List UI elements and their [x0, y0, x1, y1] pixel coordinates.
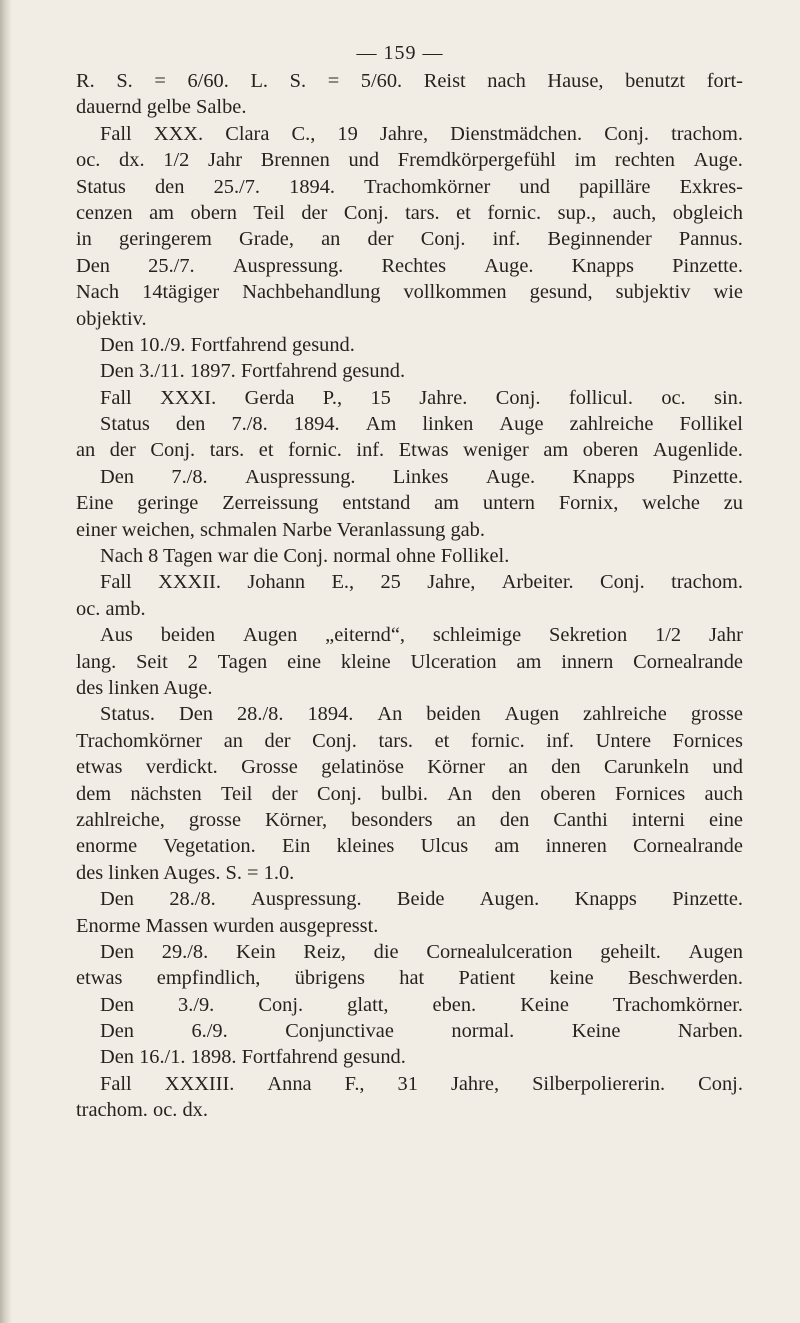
word: Canthi — [553, 808, 608, 831]
word: Den — [100, 888, 134, 911]
text-line: oc. amb. — [76, 597, 146, 620]
word: Den — [178, 703, 213, 726]
word: Beginnender — [547, 228, 652, 251]
text-line: trachom. oc. dx. — [76, 1099, 208, 1122]
word: Anna — [267, 1072, 312, 1095]
word: An — [377, 703, 403, 726]
word: 25 — [380, 571, 401, 594]
word: Carunkeln — [603, 756, 689, 779]
word: an — [76, 439, 96, 462]
word: nach — [487, 70, 526, 92]
word: etwas — [76, 756, 123, 779]
word: Keine — [520, 993, 569, 1016]
word: Rechtes — [381, 254, 447, 277]
word: 28./8. — [236, 703, 284, 726]
text-line — [76, 200, 743, 226]
word: Auspressung. — [232, 254, 344, 277]
word: Fremdkörpergefühl — [397, 149, 556, 172]
word: lang. — [76, 650, 117, 673]
word: et — [434, 729, 450, 752]
word: Beschwerden. — [628, 967, 743, 990]
text-line — [76, 807, 743, 833]
word: L. — [250, 70, 269, 92]
word: Körner — [427, 756, 486, 779]
word: grosse — [188, 808, 241, 831]
word: beiden — [160, 624, 216, 647]
word: Conj. — [420, 228, 466, 251]
word: Hause, — [547, 70, 604, 92]
word: Auge — [499, 413, 544, 436]
word: am — [494, 835, 520, 858]
word: Status — [100, 413, 150, 436]
word: Cornealulceration — [426, 940, 573, 963]
word: am — [516, 650, 542, 673]
word: dem — [76, 782, 112, 805]
word: wie — [713, 281, 743, 304]
text-line — [76, 490, 743, 516]
word: Zerreissung — [222, 492, 319, 515]
word: Fall — [100, 122, 132, 145]
text-line: dauernd gelbe Salbe. — [76, 96, 247, 119]
word: enorme — [76, 835, 138, 858]
word: Fall — [100, 386, 132, 409]
word: 25./7. — [148, 254, 195, 277]
word: Fornices — [614, 782, 686, 805]
word: E., — [331, 571, 355, 594]
word: dx. — [119, 149, 145, 172]
body-text — [76, 68, 743, 1124]
word: fornic. — [470, 729, 525, 752]
word: Den — [100, 465, 134, 488]
word: fornic. — [288, 439, 342, 462]
word: XXXI. — [160, 386, 217, 409]
text-line: Den 16./1. 1898. Fortfahrend gesund. — [100, 1046, 406, 1069]
text-line — [76, 1018, 743, 1044]
word: inf. — [546, 729, 575, 752]
word: Ulceration — [410, 650, 497, 673]
word: zahlreiche, — [76, 808, 165, 831]
word: bulbi. — [381, 782, 429, 805]
word: 25./7. — [213, 175, 261, 198]
word: fort- — [706, 70, 743, 92]
word: Conj. — [150, 439, 196, 462]
word: rechten — [614, 149, 675, 172]
word: zahlreiche — [583, 703, 667, 726]
word: entstand — [342, 492, 411, 515]
word: den — [154, 175, 185, 198]
text-line: des linken Auge. — [76, 676, 213, 699]
word: Aus — [100, 624, 133, 647]
word: „eiternd“, — [325, 624, 405, 647]
word: normal. — [451, 1020, 515, 1043]
word: Augen. — [479, 888, 540, 911]
word: weniger — [463, 439, 529, 462]
word: Status. — [100, 703, 155, 726]
word: Nach — [76, 281, 120, 304]
word: Etwas — [398, 439, 449, 462]
word: Fornices — [672, 729, 743, 752]
word: Auge. — [484, 254, 534, 277]
word: oc. — [76, 149, 101, 172]
word: der — [264, 729, 291, 752]
word: gelatinöse — [321, 756, 404, 779]
word: Beide — [396, 888, 445, 911]
word: und — [712, 756, 743, 779]
word: 7./8. — [171, 465, 208, 488]
word: Trachomkörner — [76, 729, 203, 752]
word: subjektiv — [615, 281, 691, 304]
word: Conj. — [312, 729, 357, 752]
text-line — [76, 437, 743, 463]
word: besonders — [351, 808, 433, 831]
word: Augen — [504, 703, 560, 726]
word: linken — [422, 413, 474, 436]
word: 28./8. — [169, 888, 216, 911]
word: 15 — [370, 386, 391, 409]
text-line: einer weichen, schmalen Narbe Veranlassung gab. — [76, 518, 485, 541]
word: am — [543, 439, 569, 462]
word: Keine — [571, 1020, 621, 1043]
word: Trachomkörner. — [612, 993, 743, 1016]
text-line — [76, 939, 743, 965]
word: zahlreiche — [569, 413, 654, 436]
word: Jahre, — [427, 571, 476, 594]
text-line — [76, 68, 743, 94]
text-line — [76, 965, 743, 991]
word: S. — [289, 70, 307, 92]
word: Grade, — [239, 228, 294, 251]
word: F., — [344, 1072, 365, 1095]
word: Conjunctivae — [285, 1020, 394, 1043]
word: inneren — [545, 835, 607, 858]
word: Jahr — [208, 149, 242, 172]
text-line — [76, 992, 743, 1018]
word: Clara — [225, 122, 270, 145]
word: Reist — [423, 70, 466, 92]
word: oberen — [540, 782, 596, 805]
word: den — [551, 756, 581, 779]
word: Eine — [76, 492, 114, 515]
word: Teil — [253, 201, 285, 224]
text-line: Den 10./9. Fortfahrend gesund. — [100, 333, 355, 356]
word: Auspressung. — [251, 888, 362, 911]
word: Knapps — [572, 465, 635, 488]
word: 1/2 — [655, 624, 682, 647]
word: 1894. — [293, 413, 340, 436]
word: Tagen — [217, 650, 268, 673]
word: der — [109, 439, 136, 462]
word: den — [491, 782, 521, 805]
word: verdickt. — [145, 756, 218, 779]
text-line — [76, 833, 743, 859]
word: Grosse — [241, 756, 298, 779]
word: zu — [723, 492, 743, 515]
word: tars. — [209, 439, 245, 462]
word: trachom. — [671, 571, 743, 594]
word: 29./8. — [161, 940, 209, 963]
word: am — [149, 201, 174, 224]
word: Nachbehandlung — [242, 281, 381, 304]
word: S. — [116, 70, 133, 92]
word: tars. — [405, 201, 440, 224]
word: Gerda — [244, 386, 295, 409]
word: Den — [100, 1020, 134, 1043]
word: beiden — [426, 703, 481, 726]
word: gesund, — [529, 281, 593, 304]
word: Am — [365, 413, 397, 436]
text-line: Enorme Massen wurden ausgepresst. — [76, 914, 379, 937]
word: den — [175, 413, 206, 436]
word: Conj. — [599, 571, 645, 594]
word: Den — [100, 940, 134, 963]
word: 31 — [397, 1072, 418, 1095]
word: 1894. — [289, 175, 336, 198]
word: 2 — [187, 650, 198, 673]
word: 19 — [337, 122, 358, 145]
text-line — [76, 701, 743, 727]
text-line — [76, 728, 743, 754]
word: geringe — [137, 492, 199, 515]
word: Silberpoliererin. — [532, 1072, 666, 1095]
text-line — [76, 622, 743, 648]
word: 3./9. — [178, 993, 215, 1016]
word: R. — [76, 70, 95, 92]
page-edge — [0, 0, 12, 1323]
word: oc. — [661, 386, 686, 409]
word: Conj. — [604, 122, 649, 145]
word: sin. — [714, 386, 743, 409]
word: 6./9. — [191, 1020, 228, 1043]
word: eben. — [432, 993, 477, 1016]
word: Trachomkörner — [364, 175, 491, 198]
word: benutzt — [625, 70, 686, 92]
word: 14tägiger — [142, 281, 220, 304]
word: kleines — [336, 835, 395, 858]
word: im — [574, 149, 597, 172]
word: Patient — [458, 967, 516, 990]
word: Teil — [220, 782, 253, 805]
text-line: objektiv. — [76, 307, 147, 330]
word: Untere — [595, 729, 652, 752]
word: Knapps — [571, 254, 634, 277]
word: Conj. — [316, 782, 362, 805]
word: Pinzette. — [672, 888, 743, 911]
text-line: des linken Auges. S. = 1.0. — [76, 861, 295, 884]
text-line — [76, 385, 743, 411]
word: geringerem — [119, 228, 212, 251]
word: Conj. — [343, 201, 389, 224]
word: Reiz, — [303, 940, 346, 963]
word: Follikel — [679, 413, 743, 436]
word: fornic. — [487, 201, 542, 224]
word: empfindlich, — [156, 967, 261, 990]
text-line — [76, 781, 743, 807]
word: Conj. — [698, 1072, 743, 1095]
word: Conj. — [258, 993, 304, 1016]
text-line: Den 3./11. 1897. Fortfahrend gesund. — [100, 360, 406, 383]
word: Jahre, — [450, 1072, 500, 1095]
text-line — [76, 253, 743, 279]
word: et — [456, 201, 471, 224]
word: Ulcus — [420, 835, 469, 858]
word: den — [499, 808, 530, 831]
word: papilläre — [579, 175, 651, 198]
word: XXX. — [153, 122, 204, 145]
word: vollkommen — [403, 281, 507, 304]
word: innern — [561, 650, 614, 673]
word: interni — [631, 808, 685, 831]
word: untern — [482, 492, 535, 515]
text-line — [76, 174, 743, 200]
word: der — [301, 201, 328, 224]
word: Cornealrande — [633, 835, 743, 858]
word: 6/60. — [187, 70, 229, 92]
word: Pinzette. — [672, 465, 743, 488]
word: C., — [291, 122, 316, 145]
word: Arbeiter. — [501, 571, 574, 594]
word: Exkres- — [679, 175, 743, 198]
page-number: — 159 — — [356, 42, 444, 64]
word: Fornix, — [558, 492, 619, 515]
text-line — [76, 569, 743, 595]
word: der — [271, 782, 298, 805]
text-line — [76, 649, 743, 675]
word: inf. — [356, 439, 385, 462]
word: 7./8. — [231, 413, 268, 436]
word: XXXII. — [158, 571, 221, 594]
word: auch — [704, 782, 743, 805]
word: Den — [100, 993, 134, 1016]
word: der — [367, 228, 394, 251]
word: inf. — [492, 228, 521, 251]
word: Cornealrande — [633, 650, 743, 673]
word: schleimige — [432, 624, 522, 647]
word: hat — [399, 967, 425, 990]
word: Auge. — [693, 149, 743, 172]
word: Fall — [100, 1072, 132, 1095]
word: in — [76, 228, 92, 251]
word: eine — [709, 808, 743, 831]
word: = — [154, 70, 166, 92]
word: am — [434, 492, 460, 515]
word: Pannus. — [678, 228, 743, 251]
word: Linkes — [392, 465, 449, 488]
word: et — [258, 439, 274, 462]
text-line — [76, 279, 743, 305]
word: Ein — [281, 835, 311, 858]
word: Seit — [136, 650, 168, 673]
word: = — [327, 70, 340, 92]
word: Den — [76, 254, 110, 277]
word: etwas — [76, 967, 123, 990]
word: an — [321, 228, 341, 251]
word: Status — [76, 175, 126, 198]
word: 1894. — [307, 703, 354, 726]
word: Augen — [688, 940, 743, 963]
word: Auspressung. — [245, 465, 356, 488]
word: Augen — [242, 624, 298, 647]
word: nächsten — [130, 782, 202, 805]
word: Jahre. — [419, 386, 468, 409]
word: und — [348, 149, 380, 172]
text-line — [76, 147, 743, 173]
word: und — [519, 175, 550, 198]
word: Auge. — [485, 465, 536, 488]
word: Augenlide. — [652, 439, 743, 462]
word: oberen — [582, 439, 639, 462]
word: Jahre, — [379, 122, 429, 145]
word: Jahr — [708, 624, 743, 647]
word: an — [223, 729, 243, 752]
word: follicul. — [568, 386, 633, 409]
word: Conj. — [495, 386, 541, 409]
word: tars. — [378, 729, 414, 752]
word: sup., — [557, 201, 597, 224]
text-line — [76, 226, 743, 252]
word: Fall — [100, 571, 132, 594]
word: An — [447, 782, 473, 805]
text-line: Nach 8 Tagen war die Conj. normal ohne Follikel. — [100, 545, 510, 568]
text-line — [76, 754, 743, 780]
text-line — [76, 121, 743, 147]
word: Pinzette. — [672, 254, 743, 277]
word: grosse — [690, 703, 743, 726]
text-line — [76, 411, 743, 437]
word: welche — [642, 492, 700, 515]
text-line — [76, 464, 743, 490]
word: Vegetation. — [163, 835, 256, 858]
word: eine — [287, 650, 322, 673]
word: die — [373, 940, 399, 963]
word: Kein — [236, 940, 276, 963]
word: glatt, — [347, 993, 389, 1016]
word: an — [456, 808, 476, 831]
word: XXXIII. — [164, 1072, 235, 1095]
word: Narben. — [677, 1020, 743, 1043]
word: 1/2 — [163, 149, 190, 172]
word: 5/60. — [360, 70, 403, 92]
word: an — [508, 756, 528, 779]
word: Dienstmädchen. — [450, 122, 583, 145]
word: obgleich — [672, 201, 743, 224]
word: Körner, — [265, 808, 328, 831]
word: trachom. — [671, 122, 743, 145]
word: auch, — [612, 201, 657, 224]
word: cenzen — [76, 201, 133, 224]
word: kleine — [340, 650, 391, 673]
word: keine — [549, 967, 594, 990]
word: geheilt. — [600, 940, 661, 963]
word: Brennen — [260, 149, 330, 172]
word: obern — [190, 201, 237, 224]
word: Sekretion — [549, 624, 628, 647]
text-line — [76, 1071, 743, 1097]
word: Knapps — [574, 888, 637, 911]
text-line — [76, 886, 743, 912]
word: übrigens — [294, 967, 365, 990]
word: P., — [322, 386, 343, 409]
word: Johann — [247, 571, 306, 594]
